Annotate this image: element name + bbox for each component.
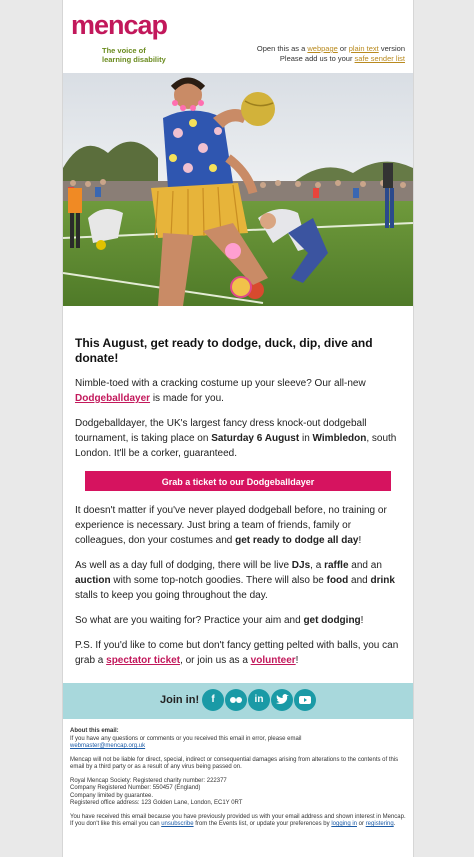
- logo-tagline-1: The voice of: [102, 46, 146, 55]
- volunteer-link[interactable]: volunteer: [250, 655, 296, 666]
- top-links: [257, 44, 405, 64]
- liability-text: Mencap will not be liable for direct, special, indirect or consequential damages arising from alterations to the contents of this email by a third party or as a result of any virus being passed on.: [70, 756, 399, 770]
- exclaim-1: !: [358, 535, 362, 546]
- add-us-text: Please add us to your: [279, 54, 353, 63]
- raffle-text: raffle: [324, 560, 349, 571]
- facebook-icon[interactable]: f: [202, 689, 224, 711]
- email-body: [62, 0, 414, 857]
- webpage-link[interactable]: webpage: [307, 44, 338, 53]
- about-title: About this email:: [70, 728, 119, 734]
- received-section: [70, 814, 406, 829]
- intro-paragraph: [75, 376, 401, 406]
- djs-text: DJs: [291, 560, 311, 571]
- ps-mid: , or join us as a: [180, 655, 248, 666]
- received-text-2: from the Events list, or update your preferences by: [195, 821, 330, 827]
- event-paragraph: [75, 416, 401, 461]
- no-experience-paragraph: [75, 503, 401, 548]
- auction-text: auction: [75, 575, 111, 586]
- drink-text: drink: [370, 575, 395, 586]
- email-header: [63, 0, 413, 72]
- intro-suffix: is made for you.: [152, 393, 224, 404]
- join-in-label: Join in!: [160, 694, 200, 706]
- register-link[interactable]: registering: [365, 821, 394, 827]
- received-text: You have received this email because you have previously provided us with your email address and shown interest in Mencap. If you don't like this email you can: [70, 813, 406, 827]
- activities-text-a: As well as a day full of dodging, there will be live: [75, 560, 290, 571]
- flickr-icon[interactable]: [225, 689, 247, 711]
- login-link[interactable]: logging in: [331, 821, 357, 827]
- intro-text: Nimble-toed with a cracking costume up your sleeve? Our all-new: [75, 378, 366, 389]
- dodgeballdayer-link[interactable]: Dodgeballdayer: [75, 393, 151, 404]
- headline: This August, get ready to dodge, duck, dip, dive and donate!: [75, 336, 373, 365]
- main-content: [75, 336, 401, 678]
- company-details: [70, 778, 406, 808]
- ps-paragraph: [75, 638, 401, 668]
- guarantee-text: Company limited by guarantee.: [70, 792, 154, 799]
- activities-text-c: stalls to keep you going throughout the day.: [75, 590, 268, 601]
- activities-and: and an: [351, 560, 382, 571]
- linkedin-icon[interactable]: in: [248, 689, 270, 711]
- twitter-icon[interactable]: [271, 689, 293, 711]
- spectator-ticket-link[interactable]: spectator ticket: [106, 655, 181, 666]
- about-section: [70, 728, 406, 751]
- version-text: version: [380, 44, 405, 53]
- event-date: Saturday 6 August: [211, 433, 300, 444]
- logo-tagline: [102, 46, 166, 64]
- event-text-b: , south London. It'll be a corker, guaranteed.: [75, 433, 397, 459]
- hero-image[interactable]: [63, 73, 413, 306]
- call-to-action-paragraph: [75, 613, 401, 628]
- or-text: or: [339, 44, 347, 53]
- logo-wordmark: mencap: [71, 10, 168, 40]
- get-dodging: get dodging: [303, 615, 361, 626]
- or-text-2: or: [358, 821, 365, 827]
- youtube-icon[interactable]: [294, 689, 316, 711]
- open-as-text: Open this as a: [256, 44, 306, 53]
- activities-comma: , a: [310, 560, 322, 571]
- dodgeball-photo: [63, 73, 413, 306]
- charity-number: Royal Mencap Society: Registered charity number: 222377: [70, 777, 227, 784]
- join-in-bar: [63, 683, 413, 719]
- about-text: If you have any questions or comments or you received this email in error, please email: [70, 735, 302, 742]
- activities-paragraph: [75, 558, 401, 603]
- exclaim-3: !: [295, 655, 299, 666]
- no-experience-text: It doesn't matter if you've never played dodgeball before, no training or experience is necessary. Just bring a team of friends, family or colleagues, don your costumes and: [75, 505, 387, 546]
- logo-tagline-2: learning disability: [102, 55, 166, 64]
- event-place: Wimbledon: [312, 433, 367, 444]
- activities-text-b: with some top-notch goodies. There will also be: [113, 575, 324, 586]
- period: .: [393, 821, 396, 827]
- mencap-logo[interactable]: [71, 10, 181, 65]
- grab-ticket-button[interactable]: Grab a ticket to our Dodgeballdayer: [85, 471, 391, 491]
- unsubscribe-link[interactable]: unsubscribe: [161, 821, 194, 827]
- plain-text-link[interactable]: plain text: [348, 44, 379, 53]
- food-text: food: [326, 575, 349, 586]
- safe-sender-link[interactable]: safe sender list: [354, 54, 405, 63]
- exclaim-2: !: [360, 615, 364, 626]
- event-text-a: Dodgeballdayer, the UK's largest fancy dress knock-out dodgeball tournament, is taking place on: [75, 418, 367, 444]
- activities-and2: and: [351, 575, 368, 586]
- event-in: in: [301, 433, 310, 444]
- webmaster-email-link[interactable]: webmaster@mencap.org.uk: [70, 743, 146, 749]
- footer: [70, 728, 406, 835]
- ps-text: P.S. If you'd like to come but don't fancy getting pelted with balls, you can grab a: [75, 640, 399, 666]
- office-address: Registered office address: 123 Golden Lane, London, EC1Y 0RT: [70, 800, 243, 806]
- company-number: Company Registered Number: 550457 (England): [70, 785, 201, 791]
- cta-text-a: So what are you waiting for? Practice your aim and: [75, 615, 301, 626]
- dodge-all-day: get ready to dodge all day: [235, 535, 359, 546]
